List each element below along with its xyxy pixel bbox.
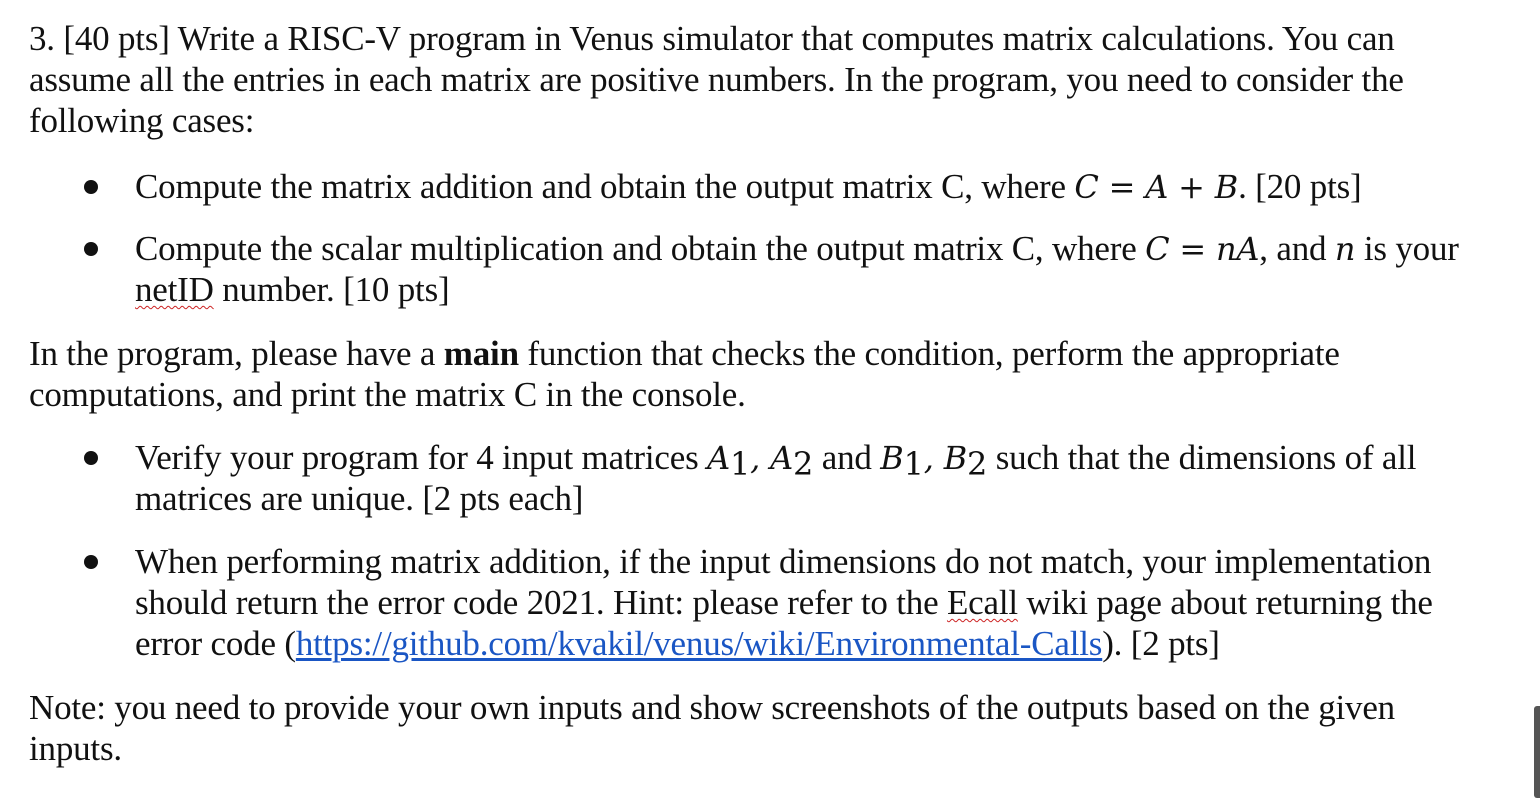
bullet-scalar-mult-line-1 (135, 228, 1459, 270)
main-para-text: In the program, please have a (29, 334, 444, 373)
bullet-text: should return the error code 2021. Hint: please refer to the (135, 583, 947, 622)
bullet-text-mid: , and (1259, 229, 1335, 268)
bullet-text-end: . [20 pts] (1238, 167, 1362, 206)
math-a: A (1145, 168, 1169, 206)
math-b1: B (880, 439, 904, 477)
math-sub-1: 1 (729, 445, 751, 483)
bullet-text: number. [10 pts] (213, 270, 450, 309)
math-na: nA (1215, 230, 1260, 268)
bullet-dot-icon (84, 242, 98, 256)
scrollbar-thumb[interactable] (1534, 706, 1540, 798)
math-c: C (1145, 230, 1170, 268)
bullet-scalar-mult-line-2 (135, 269, 449, 310)
bullet-matrix-addition (135, 166, 1361, 208)
bullet-text: Compute the matrix addition and obtain the output matrix C, where (135, 167, 1075, 206)
bullet-error-line-3 (135, 623, 1220, 664)
main-keyword: main (443, 334, 519, 373)
bullet-text-end: such that the dimensions of all (987, 438, 1417, 477)
bullet-text-end: wiki page about returning the (1017, 583, 1433, 622)
bullet-text: error code ( (135, 624, 296, 663)
math-b2: B (943, 439, 968, 477)
venus-wiki-link[interactable]: https://github.com/kvakil/venus/wiki/Environmental-Calls (295, 624, 1103, 663)
math-a1: A (707, 439, 730, 477)
math-sub-2: 2 (967, 445, 988, 483)
math-c: C (1074, 168, 1099, 206)
spellcheck-word-ecall: Ecall (946, 583, 1018, 622)
bullet-error-line-2 (135, 582, 1433, 623)
bullet-error-line-1: When performing matrix addition, if the input dimensions do not match, your implementation (135, 542, 1432, 581)
bullet-verify-line-1 (135, 437, 1417, 483)
question-line-2: assume all the entries in each matrix are positive numbers. In the program, you need to consider the (29, 60, 1404, 99)
note-line-1: Note: you need to provide your own inputs and show screenshots of the outputs based on the given (29, 688, 1395, 727)
bullet-verify-line-2: matrices are unique. [2 pts each] (135, 479, 584, 518)
bullet-text-end: is your (1355, 229, 1459, 268)
math-plus: + (1168, 168, 1215, 206)
bullet-dot-icon (84, 180, 98, 194)
bullet-dot-icon (84, 451, 98, 465)
main-para-text-end: function that checks the condition, perform the appropriate (518, 334, 1340, 373)
bullet-text: Compute the scalar multiplication and obtain the output matrix C, where (135, 229, 1146, 268)
math-sub-2: 2 (793, 445, 814, 483)
question-line-1: 3. [40 pts] Write a RISC-V program in Venus simulator that computes matrix calculations. You can (29, 19, 1395, 58)
math-b: B (1214, 168, 1239, 206)
main-para-line-2: computations, and print the matrix C in the console. (29, 375, 746, 414)
math-comma: , (750, 439, 771, 477)
math-n: n (1334, 230, 1356, 268)
math-equals: = (1098, 168, 1146, 206)
math-equals: = (1169, 230, 1216, 268)
math-sub-1: 1 (903, 445, 924, 483)
math-comma: , (923, 439, 944, 477)
math-a2: A (770, 439, 794, 477)
bullet-text-and: and (813, 438, 881, 477)
bullet-text-end: ). [2 pts] (1102, 624, 1220, 663)
spellcheck-word-netid: netID (135, 270, 214, 309)
bullet-dot-icon (84, 555, 98, 569)
note-line-2: inputs. (29, 729, 122, 768)
question-line-3: following cases: (29, 101, 255, 140)
bullet-text: Verify your program for 4 input matrices (135, 438, 708, 477)
main-para-line-1 (29, 333, 1340, 374)
